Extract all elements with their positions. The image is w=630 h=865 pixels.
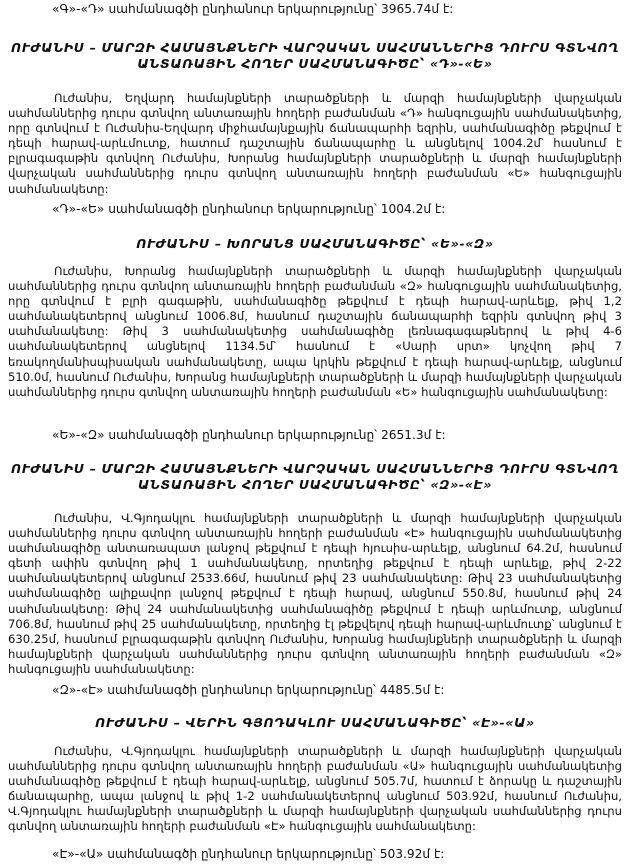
section-heading-e-a [8, 715, 622, 731]
section-total-d-e: «Դ»-«Ե» սահմանագծի ընդհանուր երկարությունը՝ 1004.2մ է: [52, 202, 446, 216]
section-paragraph-e-a: Ուժանիս, Վ.Գյոդակլու համայնքների տարածքների և մարզի համայնքների վարչական սահմաններից դուրս գտնվող անտառային հողերի բաժանման «Ա» հանգուցային սահմանակետից սահմանագիծը թեքվում է դեպի հարավ-արևելք, անցնում 505.7մ, հատում է ձորակը և դաշտային ճանապարհը, ապա լանջով և թիվ 1-2 սահմանակետերով անցնում 503.92մ, հասնում Ուժանիս, Վ.Գյոդակլու համայնքների տարածքների և մարզի համայնքների վարչական սահմաններից դուրս գտնվող անտառային հողերի բաժանման «Է» հանգուցային սահմանակետը: [8, 744, 622, 834]
heading-line: ՈՒԺԱՆԻՍ – ՄԱՐԶԻ ՀԱՄԱՅՆՔՆԵՐԻ ՎԱՐՉԱԿԱՆ ՍԱՀՄԱՆՆԵՐԻՑ ԴՈՒՐՍ ԳՏՆՎՈՂ [11, 40, 619, 55]
section-total-z-e: «Զ»-«Է» սահմանագծի ընդհանուր երկարությունը՝ 4485.5մ է: [52, 683, 445, 697]
section-total-e-a: «Է»-«Ա» սահմանագծի ընդհանուր երկարությունը՝ 503.92մ է: [52, 847, 445, 861]
heading-line: ԱՆՏԱՌԱՅԻՆ ՀՈՂԵՐ ՍԱՀՄԱՆԱԳԻԾԸ՝ «Դ»-«Ե» [137, 55, 493, 71]
heading-line: ՈՒԺԱՆԻՍ – ՄԱՐԶԻ ՀԱՄԱՅՆՔՆԵՐԻ ՎԱՐՉԱԿԱՆ ՍԱՀՄԱՆՆԵՐԻՑ ԴՈՒՐՍ ԳՏՆՎՈՂ [11, 461, 619, 476]
summary-line-g-d: «Գ»-«Դ» սահմանագծի ընդհանուր երկարությունը՝ 3965.74մ է: [52, 2, 454, 16]
heading-line: ԱՆՏԱՌԱՅԻՆ ՀՈՂԵՐ ՍԱՀՄԱՆԱԳԻԾԸ՝ «Զ»-«Է» [137, 476, 493, 492]
section-heading-d-e [8, 40, 622, 71]
section-paragraph-e-z: Ուժանիս, Խորանց համայնքների տարածքների և մարզի համայնքների վարչական սահմաններից դուրս գտնվող անտառային հողերի բաժանման «Զ» հանգուցային սահմանակետից, որը գտնվում է բլրի գագաթին, սահմանագիծը թեքվում է դեպի հարավ-արևելք, թիվ 1,2 սահմանակետերով անցնում 1006.8մ, հասնում դաշտային ճանապարհի եզրին գտնվող թիվ 3 սահմանակետը: Թիվ 3 սահմանակետից սահմանագիծը լեռնագագաթներով և թիվ 4-6 սահմանակետերով անցնելով 1134.5մ՝ հասնում է «Սարի սրտ» կոչվող թիվ 7 եռակողմանիսպիսական սահմանակետը, ապա կրկին թեքվում է դեպի հարավ-արևելք, անցնում 510.0մ, հասնում Ուժանիս, Խորանց համայնքների տարածքների և մարզի համայնքների վարչական սահմաններից դուրս գտնվող անտառային հողերի բաժանման «Ե» հանգուցային սահմանակետը: [8, 264, 622, 399]
heading-line: ՈՒԺԱՆԻՍ – ԽՈՐԱՆՑ ՍԱՀՄԱՆԱԳԻԾԸ՝ «Ե»-«Զ» [136, 236, 494, 251]
section-total-e-z: «Ե»-«Զ» սահմանագծի ընդհանուր երկարությունը՝ 2651.3մ է: [52, 428, 446, 442]
section-heading-z-e [8, 461, 622, 492]
heading-line: ՈՒԺԱՆԻՍ – ՎԵՐԻՆ ԳՅՈԴԱԿԼՈՒ ՍԱՀՄԱՆԱԳԻԾԸ՝ «Է»-«Ա» [95, 715, 535, 730]
section-paragraph-z-e: Ուժանիս, Վ.Գյոդակլու համայնքների տարածքների և մարզի համայնքների վարչական սահմաններից դուրս գտնվող անտառային հողերի բաժանման «Է» հանգուցային սահմանակետից սահմանագիծը անտառապատ լանջով թեքվում է դեպի հյուսիս-արևելք, անցնում 64.2մ, հասնում գետի ափին գտնվող թիվ 1 սահմանակետը, որտեղից թեքվում է դեպի արևելք, թիվ 2-22 սահմանակետերով անցնում 2533.66մ, հասնում թիվ 23 սահմանակետը: Թիվ 23 սահմանակետից սահմանագիծը ալիքավոր լանջով թեքվում է դեպի հարավ, անցնում 550.8մ, հասնում թիվ 24 սահմանակետը: Թիվ 24 սահմանակետից սահմանագիծը թեքվում է դեպի արևմուտք, անցնում 706.8մ, հասնում թիվ 25 սահմանակետը, որտեղից էլ թեքվելով դեպի հարավ-արևմուտք՝ անցնում է 630.25մ, հասնում բլրագագաթին գտնվող Ուժանիս, Խորանց համայնքների տարածքների և մարզի համայնքների վարչական սահմաններից դուրս գտնվող անտառային հողերի բաժանման «Զ» հանգուցային սահմանակետը: [8, 511, 622, 676]
section-paragraph-d-e: Ուժանիս, Եղվարդ համայնքների տարածքների և մարզի համայնքների վարչական սահմաններից դուրս գտնվող անտառային հողերի բաժանման «Դ» հանգուցային սահմանակետից, որը գտնվում է Ուժանիս-Եղվարդ միջհամայնքային ճանապարհի եզրին, սահմանագիծը թեքվում է դեպի հարավ-արևմուտք, հատում դաշտային ճանապարհը և անցնելով 1004.2մ՝ հասնում է բլրագագաթին գտնվող Ուժանիս, Խորանց համայնքների տարածքների և մարզի համայնքների վարչական սահմաններից դուրս գտնվող անտառային հողերի բաժանման «Ե» հանգուցային սահմանակետը: [8, 91, 622, 196]
section-heading-e-z [8, 236, 622, 252]
